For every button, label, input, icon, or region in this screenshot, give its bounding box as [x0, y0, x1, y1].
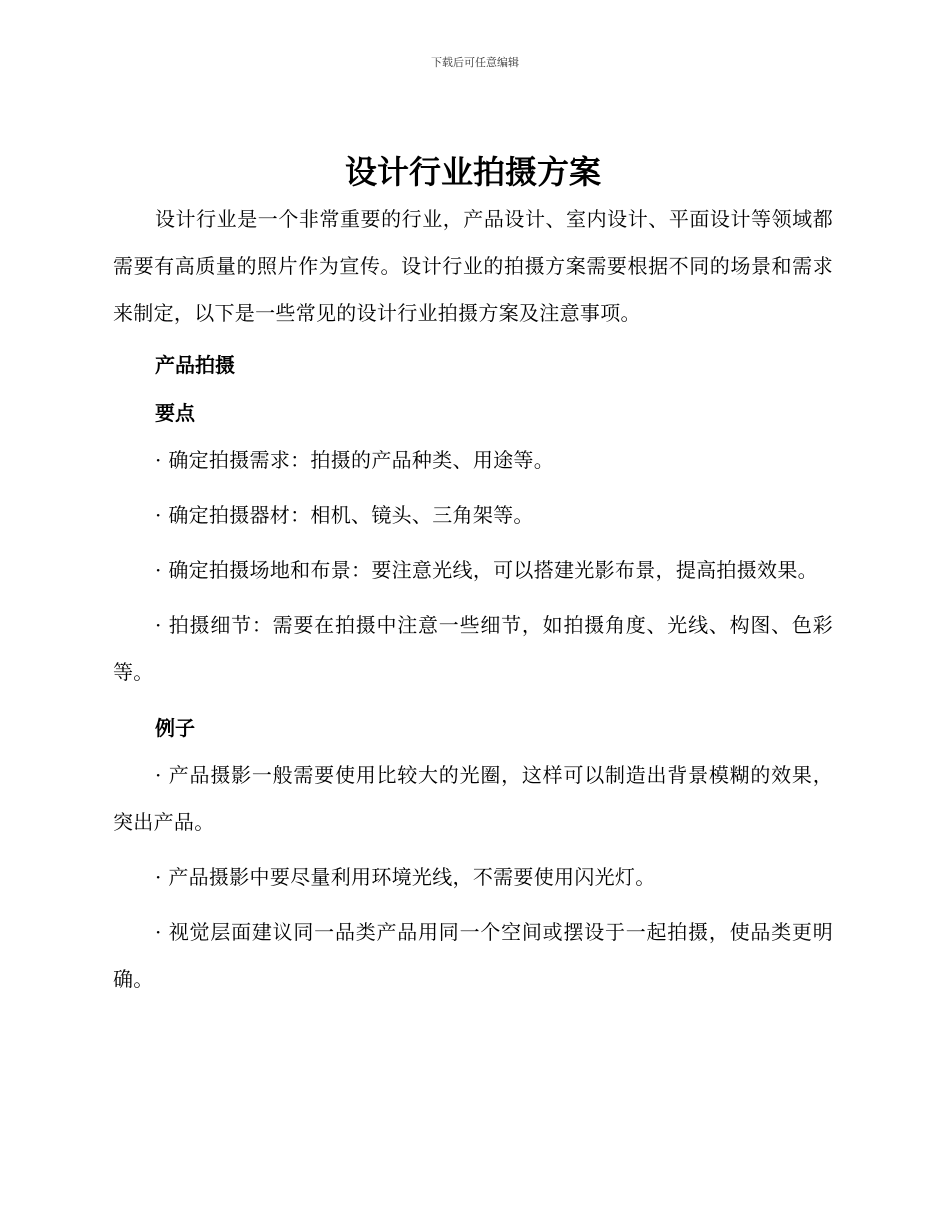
document-title: 设计行业拍摄方案 [344, 153, 601, 191]
intro-paragraph: 设计行业是一个非常重要的行业，产品设计、室内设计、平面设计等领域都需要有高质量的照片作为宣传。设计行业的拍摄方案需要根据不同的场景和需求来制定，以下是一些常见的设计行业拍摄方案及注意事项。 [113, 207, 833, 325]
section-heading-product-shooting: 产品拍摄 [155, 353, 235, 377]
section-heading-key-points: 要点 [155, 401, 195, 425]
key-point-item: · 拍摄细节：需要在拍摄中注意一些细节，如拍摄角度、光线、构图、色彩等。 [113, 613, 833, 684]
header-note: 下载后可任意编辑 [431, 56, 519, 69]
example-item: · 视觉层面建议同一品类产品用同一个空间或摆设于一起拍摄，使品类更明确。 [113, 920, 833, 991]
key-point-item: · 确定拍摄场地和布景：要注意光线，可以搭建光影布景，提高拍摄效果。 [155, 558, 818, 582]
key-point-item: · 确定拍摄需求：拍摄的产品种类、用途等。 [155, 448, 555, 472]
section-heading-examples: 例子 [155, 716, 195, 740]
example-item: · 产品摄影一般需要使用比较大的光圈，这样可以制造出背景模糊的效果，突出产品。 [113, 763, 833, 834]
key-point-item: · 确定拍摄器材：相机、镜头、三角架等。 [155, 503, 534, 527]
example-item: · 产品摄影中要尽量利用环境光线，不需要使用闪光灯。 [155, 865, 656, 889]
document-body [113, 150, 833, 1011]
